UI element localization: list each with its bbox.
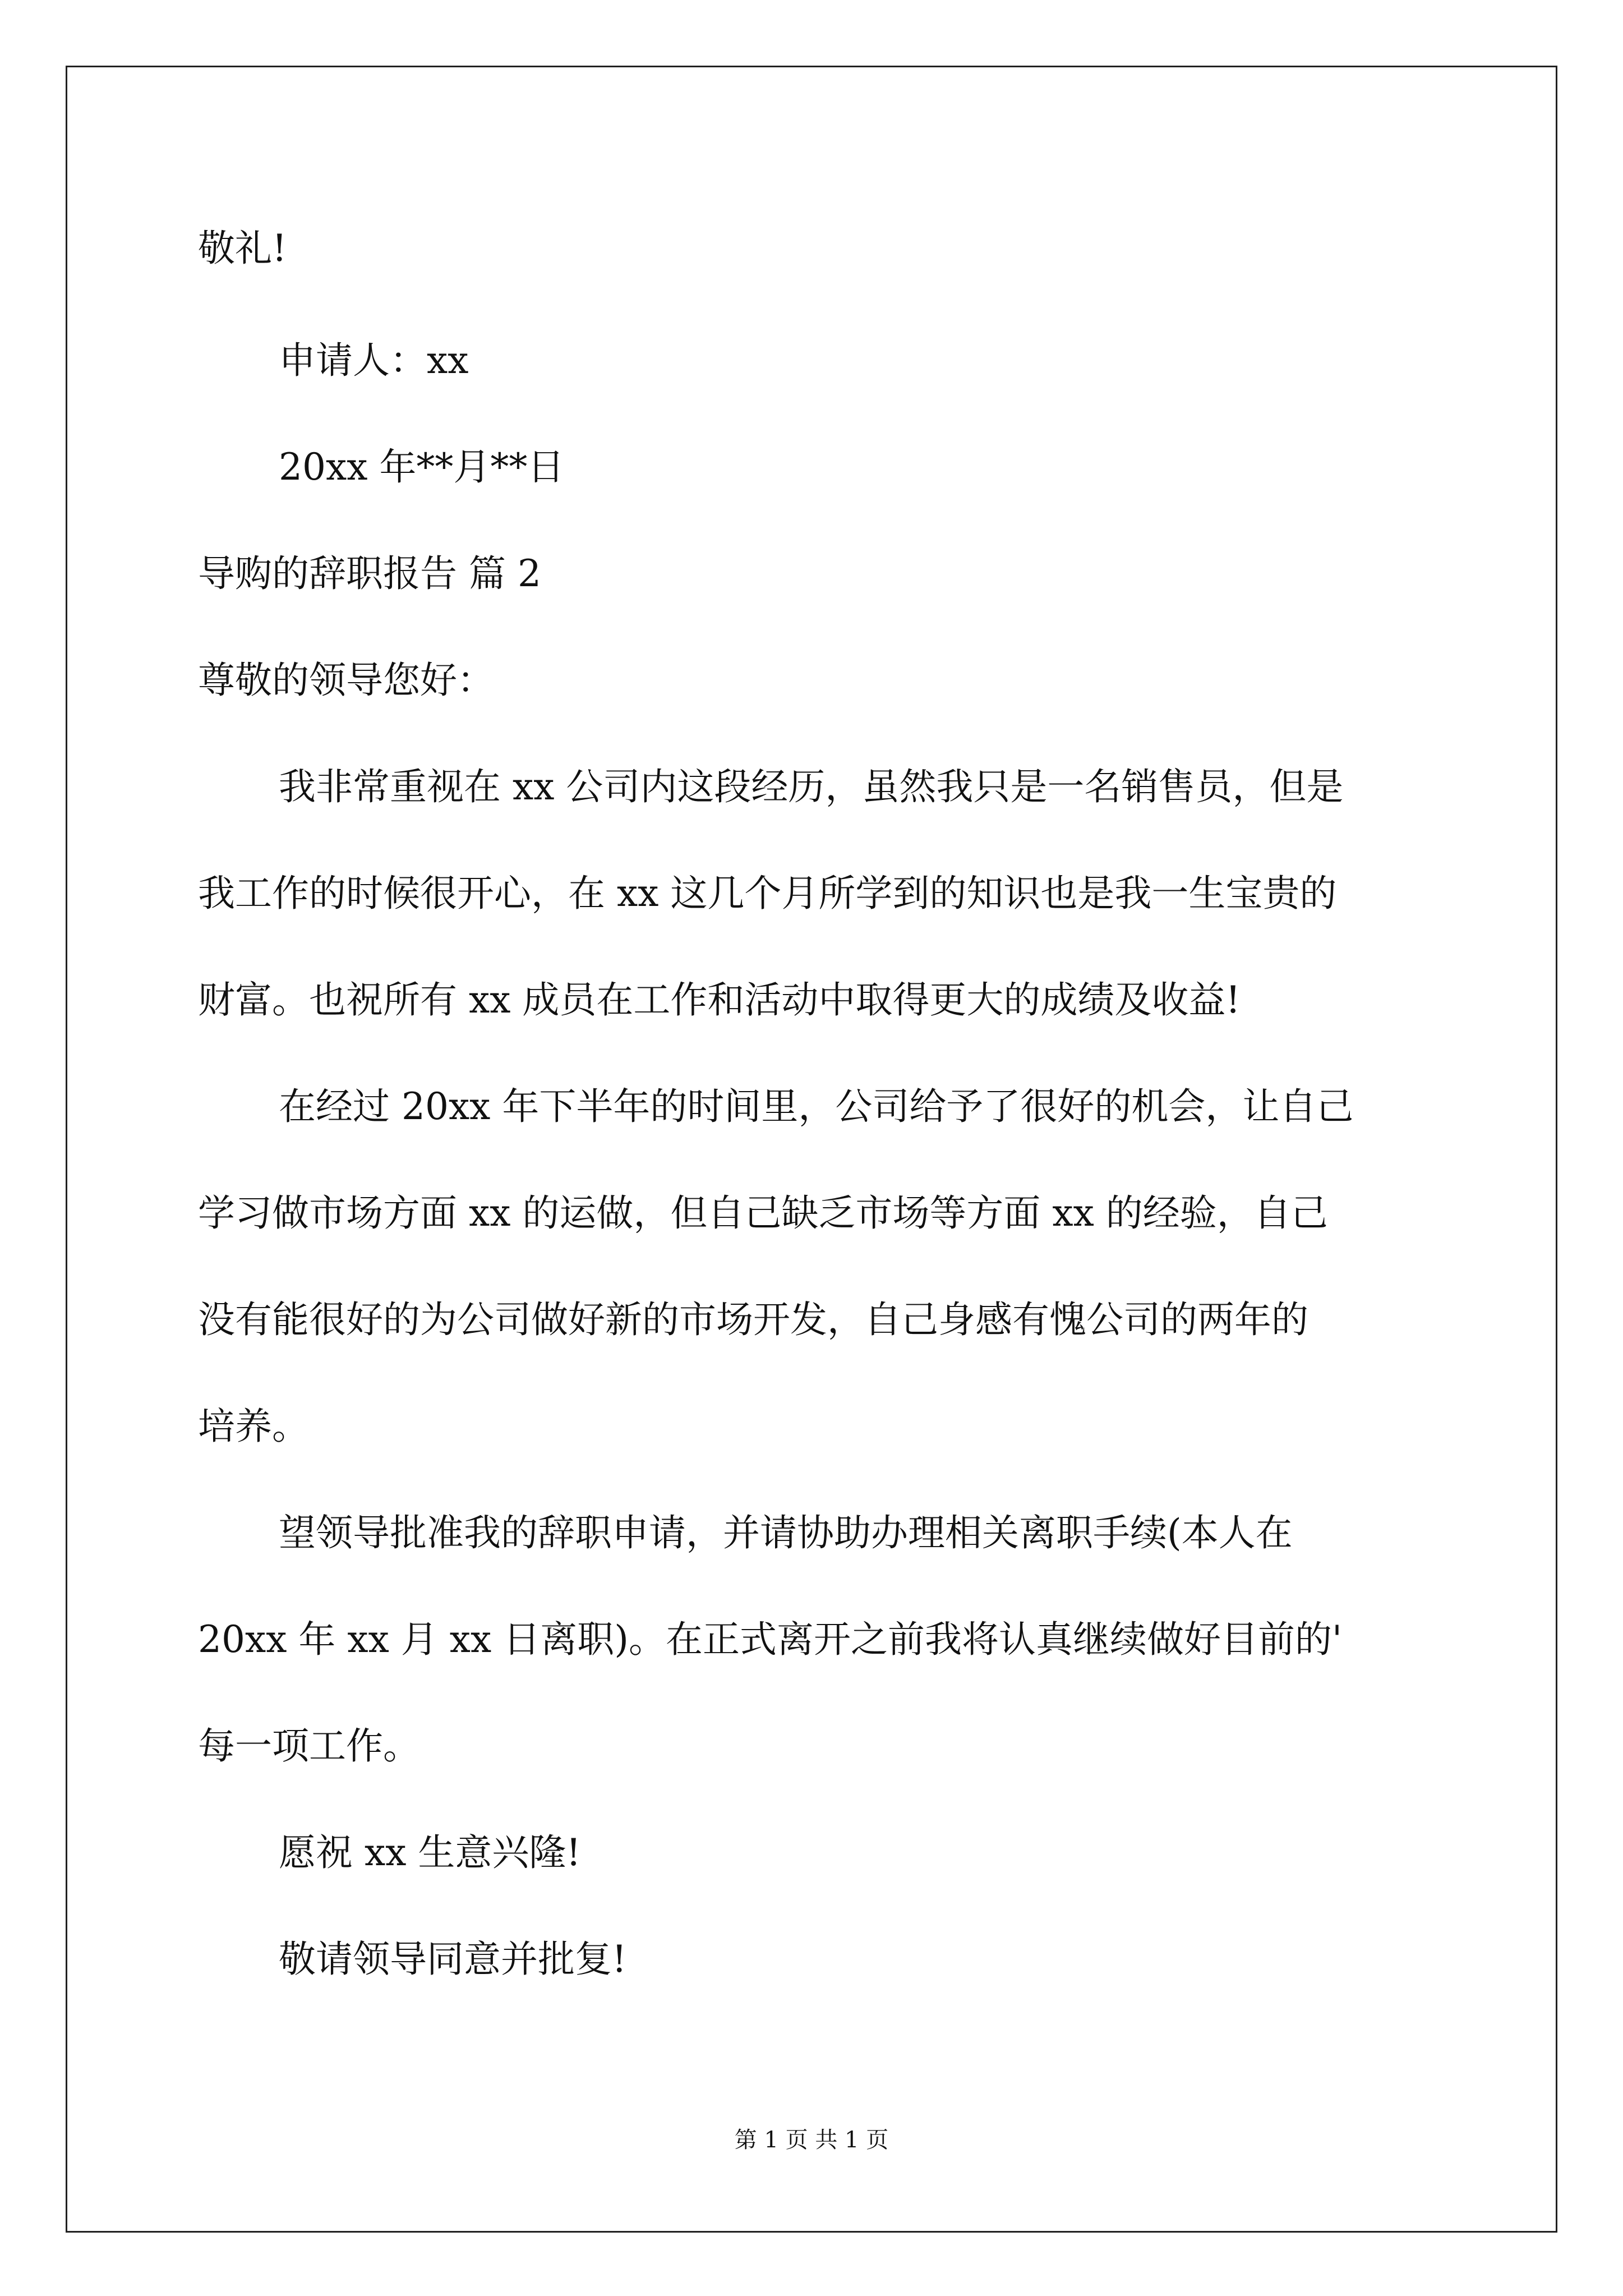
paragraph3-line1: 望领导批准我的辞职申请，并请协助办理相关离职手续(本人在	[279, 1511, 1293, 1554]
paragraph1-line3: 财富。也祝所有 xx 成员在工作和活动中取得更大的成绩及收益!	[198, 978, 1241, 1022]
paragraph3-line3: 每一项工作。	[198, 1724, 420, 1768]
paragraph2-line4: 培养。	[198, 1405, 309, 1448]
greeting: 尊敬的领导您好：	[198, 659, 494, 702]
request-line: 敬请领导同意并批复!	[279, 1938, 627, 1981]
wish-line: 愿祝 xx 生意兴隆!	[279, 1831, 581, 1874]
paragraph1-line2: 我工作的时候很开心，在 xx 这几个月所学到的知识也是我一生宝贵的	[198, 872, 1337, 915]
paragraph3-line2: 20xx 年 xx 月 xx 日离职)。在正式离开之前我将认真继续做好目前的'	[198, 1618, 1343, 1661]
date-line: 20xx 年**月**日	[279, 445, 565, 489]
page-footer: 第 1 页 共 1 页	[734, 2127, 889, 2153]
page-border	[66, 66, 1557, 2233]
closing-salute: 敬礼!	[198, 227, 287, 270]
paragraph1-line1: 我非常重视在 xx 公司内这段经历，虽然我只是一名销售员，但是	[279, 765, 1344, 808]
section-title: 导购的辞职报告 篇 2	[198, 552, 541, 595]
paragraph2-line3: 没有能很好的为公司做好新的市场开发，自己身感有愧公司的两年的	[198, 1298, 1308, 1341]
paragraph2-line2: 学习做市场方面 xx 的运做，但自己缺乏市场等方面 xx 的经验，自己	[198, 1191, 1328, 1235]
applicant-line: 申请人：xx	[279, 339, 469, 382]
paragraph2-line1: 在经过 20xx 年下半年的时间里，公司给予了很好的机会，让自己	[279, 1085, 1354, 1128]
